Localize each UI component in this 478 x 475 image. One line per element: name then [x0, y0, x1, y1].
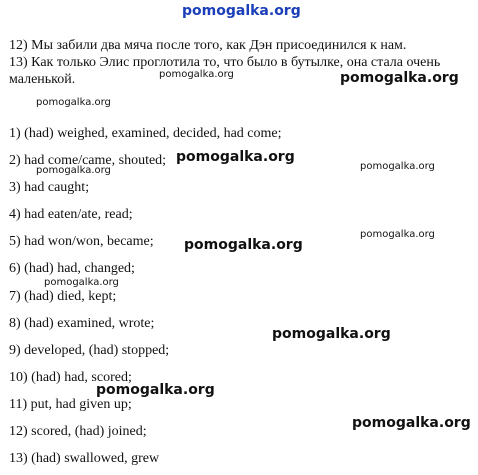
answer-item-10: 10) (had) had, scored; [9, 370, 132, 385]
answer-item-5: 5) had won/won, became; [9, 234, 154, 249]
watermark-small: pomogalka.org [159, 69, 234, 80]
watermark-small: pomogalka.org [36, 97, 111, 108]
watermark-large: pomogalka.org [352, 415, 471, 431]
answer-item-7: 7) (had) died, kept; [9, 289, 117, 304]
answer-item-9: 9) developed, (had) stopped; [9, 343, 170, 358]
translation-line-13: 13) Как только Элис проглотила то, что было в бутылке, она стала очень [9, 55, 441, 70]
answer-item-11: 11) put, had given up; [9, 397, 132, 412]
watermark-small: pomogalka.org [44, 277, 119, 288]
watermark-small: pomogalka.org [360, 229, 435, 240]
answer-item-6: 6) (had) had, changed; [9, 261, 135, 276]
answer-item-1: 1) (had) weighed, examined, decided, had come; [9, 126, 282, 141]
watermark-small: pomogalka.org [360, 161, 435, 172]
answer-item-13: 13) (had) swallowed, grew [9, 451, 160, 466]
answer-item-2: 2) had come/came, shouted; [9, 153, 167, 168]
watermark-large: pomogalka.org [96, 382, 215, 398]
watermark-large: pomogalka.org [340, 70, 459, 86]
watermark-small: pomogalka.org [36, 165, 111, 176]
translation-line-12: 12) Мы забили два мяча после того, как Дэн присоединился к нам. [9, 38, 407, 53]
answer-item-12: 12) scored, (had) joined; [9, 424, 147, 439]
answer-item-4: 4) had eaten/ate, read; [9, 207, 133, 222]
site-watermark-header: pomogalka.org [182, 3, 301, 19]
answer-item-8: 8) (had) examined, wrote; [9, 316, 155, 331]
watermark-large: pomogalka.org [176, 149, 295, 165]
watermark-large: pomogalka.org [272, 326, 391, 342]
translation-line-13-cont: маленькой. [9, 72, 76, 87]
watermark-large: pomogalka.org [184, 237, 303, 253]
answer-item-3: 3) had caught; [9, 180, 90, 195]
